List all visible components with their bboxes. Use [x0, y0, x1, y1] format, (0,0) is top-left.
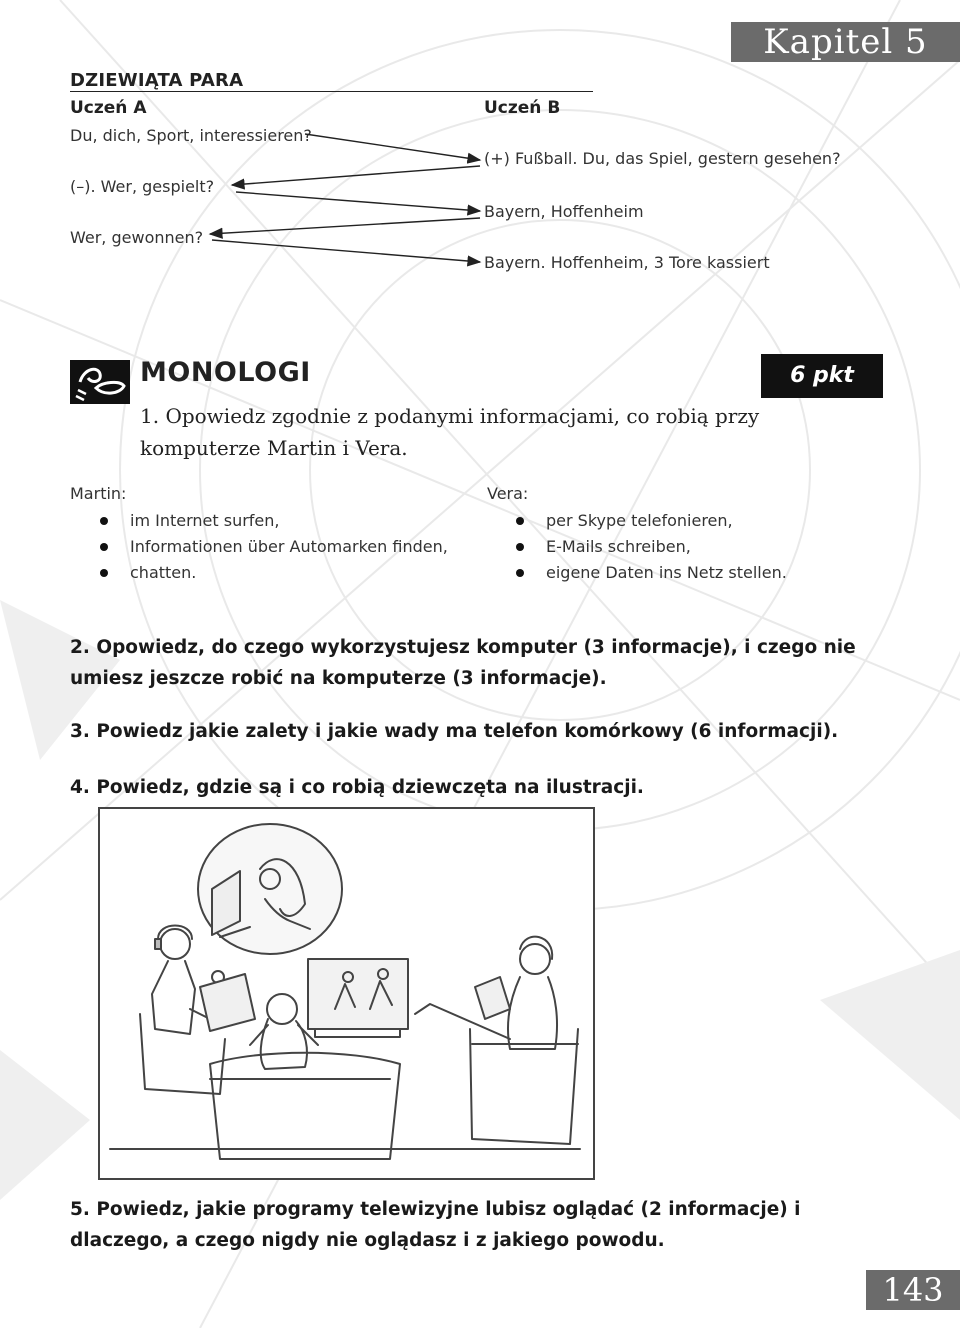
vera-label: Vera: — [487, 484, 529, 503]
page-number: 143 — [866, 1270, 960, 1310]
arrow-a-to-b — [236, 192, 480, 211]
student-b-heading: Uczeń B — [484, 98, 561, 118]
list-item: Informationen über Automarken finden, — [100, 534, 448, 560]
student-a-heading: Uczeń A — [70, 98, 147, 118]
vera-list — [516, 508, 787, 586]
illustration-frame — [98, 807, 595, 1180]
illustration-living-room — [100, 809, 593, 1178]
student-b-line: Bayern. Hoffenheim, 3 Tore kassiert — [484, 253, 770, 272]
martin-list — [100, 508, 448, 586]
arrow-b-to-a — [232, 166, 480, 185]
bullet-icon — [100, 543, 108, 551]
list-item: per Skype telefonieren, — [516, 508, 787, 534]
bullet-icon — [516, 569, 524, 577]
task-5: 5. Powiedz, jakie programy telewizyjne lubisz oglądać (2 informacje) i dlaczego, a czego nigdy nie oglądasz i z jakiego powodu. — [70, 1199, 801, 1251]
task-4: 4. Powiedz, gdzie są i co robią dziewczęta na ilustracji. — [70, 777, 644, 798]
dialogue-arrows — [0, 0, 960, 300]
student-a-line: Wer, gewonnen? — [70, 228, 204, 247]
list-item: chatten. — [100, 560, 448, 586]
martin-label: Martin: — [70, 484, 127, 503]
section-title: DZIEWIĄTA PARA — [70, 70, 244, 91]
task-3: 3. Powiedz jakie zalety i jakie wady ma telefon komórkowy (6 informacji). — [70, 721, 839, 742]
list-item: eigene Daten ins Netz stellen. — [516, 560, 787, 586]
bullet-icon — [516, 517, 524, 525]
bullet-icon — [516, 543, 524, 551]
arrow-b-to-a — [210, 218, 480, 234]
student-a-line: (–). Wer, gespielt? — [70, 177, 215, 196]
task-2: 2. Opowiedz, do czego wykorzystujesz komputer (3 informacje), i czego nie umiesz jeszcze robić na komputerze (3 informacje). — [70, 637, 856, 689]
arrow-a-to-b — [305, 134, 480, 160]
student-b-line: (+) Fußball. Du, das Spiel, gestern gesehen? — [484, 149, 841, 168]
student-b-line: Bayern, Hoffenheim — [484, 202, 644, 221]
points-badge: 6 pkt — [761, 354, 883, 398]
list-item: E-Mails schreiben, — [516, 534, 787, 560]
student-a-line: Du, dich, Sport, interessieren? — [70, 126, 312, 145]
bullet-icon — [100, 569, 108, 577]
bullet-icon — [100, 517, 108, 525]
list-item: im Internet surfen, — [100, 508, 448, 534]
speaking-mouth-icon — [70, 360, 130, 404]
task-1: 1. Opowiedz zgodnie z podanymi informacjami, co robią przy komputerze Martin i Vera. — [140, 404, 760, 460]
arrow-a-to-b — [212, 240, 480, 262]
monologi-title: MONOLOGI — [140, 357, 311, 388]
chapter-tab: Kapitel 5 — [731, 22, 960, 62]
